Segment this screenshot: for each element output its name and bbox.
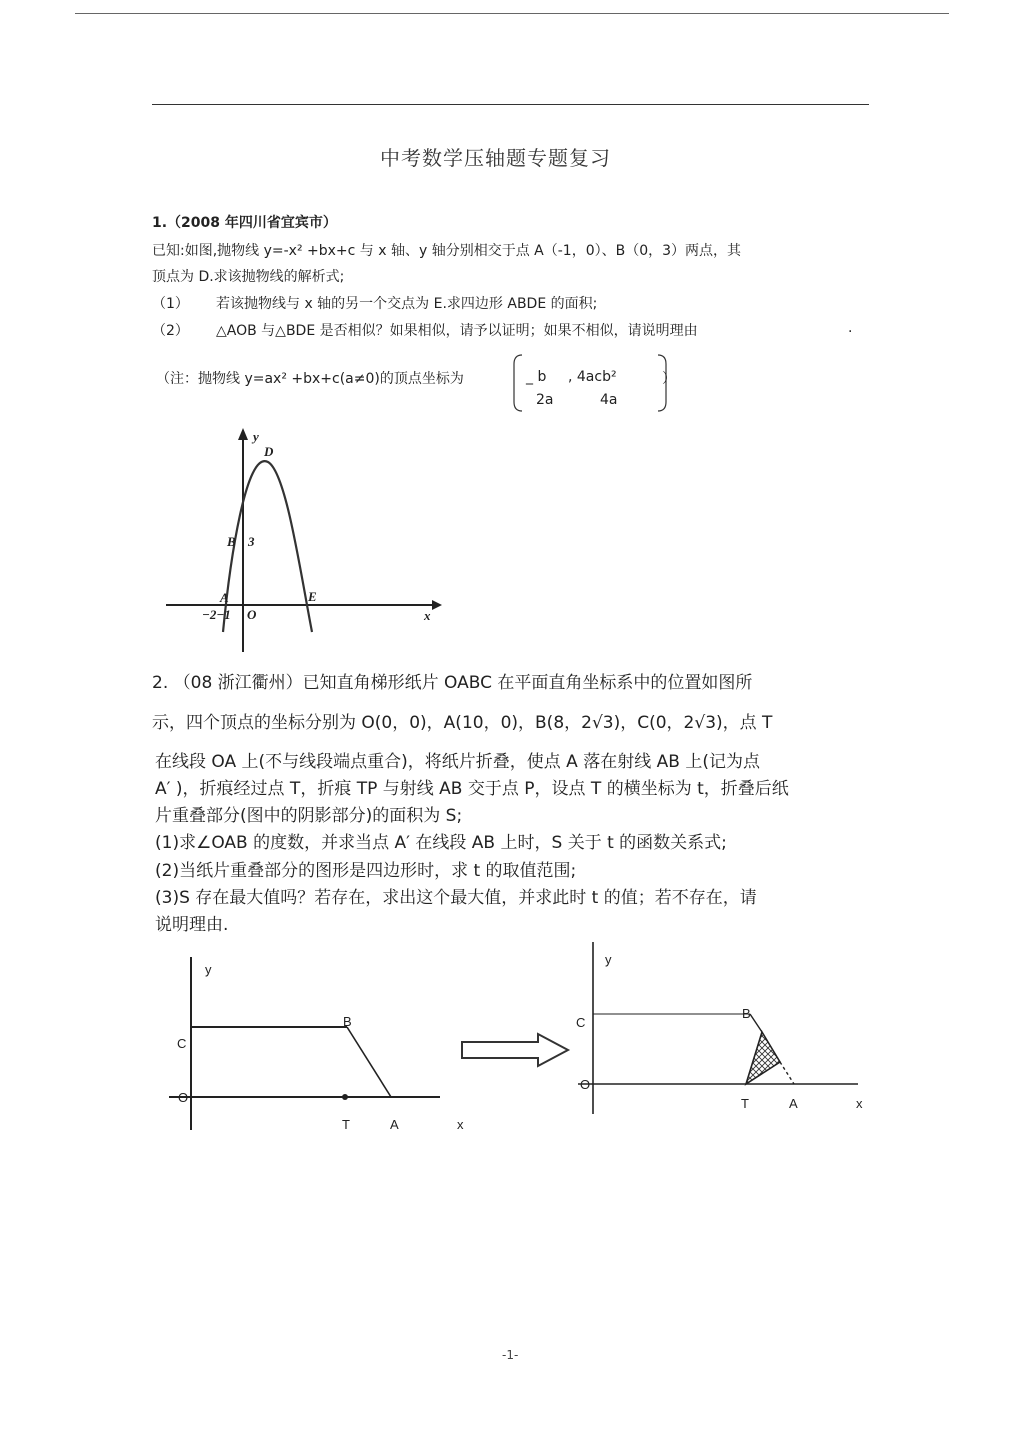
problem1-line1: 已知:如图,抛物线 y=-x² +bx+c 与 x 轴、y 轴分别相交于点 A（-1，0）、B（0，3）两点，其 <box>152 243 742 259</box>
x-tick-labels: −2−1 <box>202 607 231 622</box>
trapezoid-slant-edge-ba <box>347 1027 391 1097</box>
parabola-curve <box>223 461 312 632</box>
problem1-q2-end: . <box>848 320 853 336</box>
problem2-line1: 2. （08 浙江衢州）已知直角梯形纸片 OABC 在平面直角坐标系中的位置如图所 <box>152 673 753 693</box>
problem1-q2-number: （2） <box>152 323 189 339</box>
left-b-label: B <box>343 1014 352 1029</box>
trapezoid-figure-left <box>165 955 475 1140</box>
overlap-shaded-region <box>746 1032 780 1084</box>
right-b-label: B <box>742 1006 751 1021</box>
page-title: 中考数学压轴题专题复习 <box>380 146 611 170</box>
vertex-note-prefix: （注：抛物线 y=ax² +bx+c(a≠0)的顶点坐标为 <box>156 371 464 387</box>
x-axis-arrow <box>432 600 442 610</box>
left-c-label: C <box>177 1036 187 1051</box>
trapezoid-figure-right <box>570 940 880 1125</box>
problem2-q1: (1)求∠OAB 的度数，并求当点 A′ 在线段 AB 上时，S 关于 t 的函数关系式; <box>155 833 727 853</box>
transition-arrow <box>458 1030 576 1070</box>
left-o-label: O <box>178 1090 189 1105</box>
problem1-q1-number: （1） <box>152 296 189 312</box>
right-x-label: x <box>856 1096 863 1111</box>
top-border-rule <box>75 13 949 14</box>
problem2-line3: 在线段 OA 上(不与线段端点重合)，将纸片折叠，使点 A 落在射线 AB 上(记为点 <box>155 752 760 772</box>
left-x-label: x <box>457 1117 464 1132</box>
left-t-label: T <box>342 1117 350 1132</box>
header-rule <box>152 104 869 105</box>
problem2-q4: 说明理由. <box>155 915 229 935</box>
y-label: y <box>253 429 259 444</box>
right-c-label: C <box>576 1015 586 1030</box>
problem1-line2: 顶点为 D.求该抛物线的解析式; <box>152 269 345 285</box>
point-e-label: E <box>308 589 317 604</box>
page-number: -1- <box>502 1348 519 1362</box>
problem1-q1: 若该抛物线与 x 轴的另一个交点为 E.求四边形 ABDE 的面积; <box>216 296 598 312</box>
point-a-label: A <box>220 590 229 605</box>
x-label: x <box>424 608 431 623</box>
problem2-line5: 片重叠部分(图中的阴影部分)的面积为 S; <box>155 806 463 826</box>
point-b-label: B <box>227 534 236 549</box>
right-slant-edge-ba <box>750 1014 762 1032</box>
problem2-q2: (2)当纸片重叠部分的图形是四边形时，求 t 的取值范围; <box>155 861 577 881</box>
left-a-label: A <box>390 1117 399 1132</box>
vertex-x-numerator: _ b <box>526 369 547 385</box>
right-a-label: A <box>789 1096 798 1111</box>
vertex-y-numerator: , 4acb² <box>568 369 617 385</box>
vertex-d-label: D <box>264 444 274 459</box>
right-t-label: T <box>741 1096 749 1111</box>
vertex-note-suffix: ） <box>662 371 676 387</box>
problem2-q3: (3)S 存在最大值吗？若存在，求出这个最大值，并求此时 t 的值；若不存在，请 <box>155 888 757 908</box>
problem2-line4: A′ )，折痕经过点 T，折痕 TP 与射线 AB 交于点 P，设点 T 的横坐标为 t，折叠后纸 <box>155 779 789 799</box>
right-o-label: O <box>580 1077 591 1092</box>
problem1-header: 1.（2008 年四川省宜宾市） <box>152 215 337 231</box>
vertex-x-denominator: 2a <box>536 392 554 408</box>
origin-label: O <box>247 607 257 622</box>
left-y-label: y <box>205 962 212 977</box>
fold-remainder-dashed <box>780 1062 794 1084</box>
problem1-q2: △AOB 与△BDE 是否相似？如果相似，请予以证明；如果不相似，请说明理由 <box>216 323 698 339</box>
vertex-y-denominator: 4a <box>600 392 618 408</box>
problem2-line2: 示，四个顶点的坐标分别为 O(0，0)，A(10，0)，B(8，2√3)，C(0，2√3)，点 T <box>152 713 773 733</box>
b-value-label: 3 <box>248 534 255 549</box>
y-axis-arrow <box>238 428 248 440</box>
parabola-figure <box>160 420 450 655</box>
point-t-dot <box>342 1094 348 1100</box>
right-y-label: y <box>605 952 612 967</box>
